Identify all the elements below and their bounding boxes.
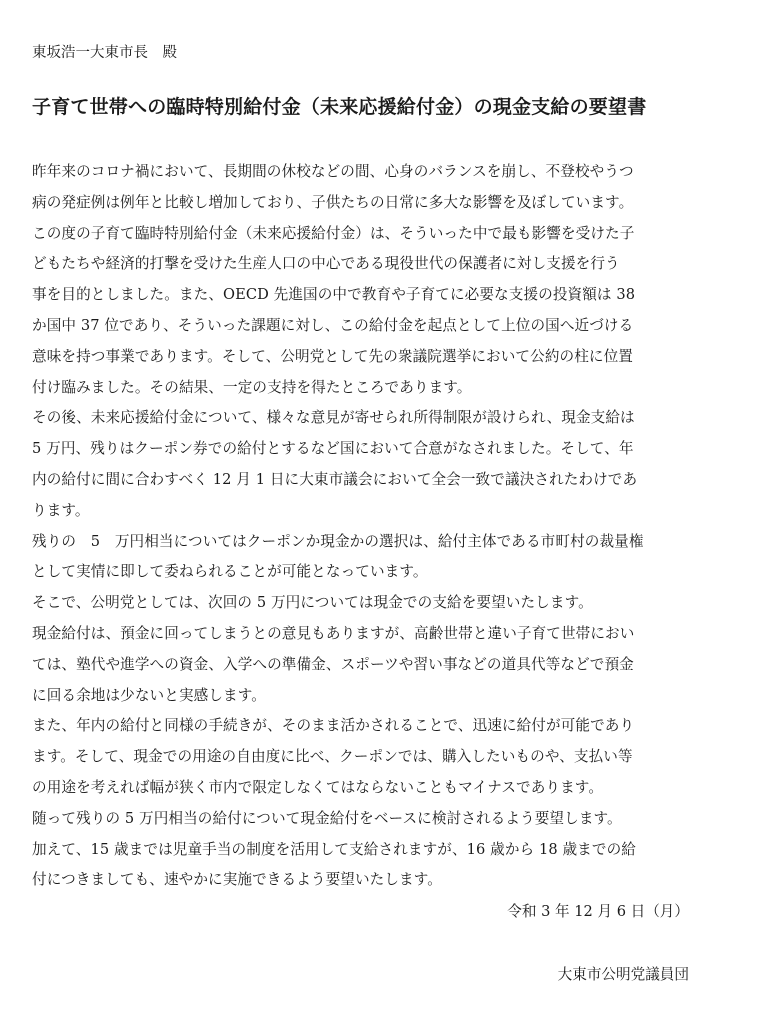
body-line: 内の給付に間に合わすべく 12 月 1 日に大東市議会において全会一致で議決されたわけであ xyxy=(32,470,638,488)
body-line: ります。 xyxy=(32,501,90,519)
body-line: その後、未来応援給付金について、様々な意見が寄せられ所得制限が設けられ、現金支給は xyxy=(32,409,635,427)
body-line: どもたちや経済的打撃を受けた生産人口の中心である現役世代の保護者に対し支援を行う xyxy=(32,255,620,273)
body-line: 病の発症例は例年と比較し増加しており、子供たちの日常に多大な影響を及ぼしています。 xyxy=(32,193,634,211)
body-line: そこで、公明党としては、次回の 5 万円については現金での支給を要望いたします。 xyxy=(32,594,593,612)
document-date: 令和 3 年 12 月 6 日（月） xyxy=(507,903,689,920)
body-line: 5 万円、残りはクーポン券での給付とするなど国において合意がなされました。そして、年 xyxy=(32,440,634,458)
body-line: 付け臨みました。その結果、一定の支持を得たところであります。 xyxy=(32,378,472,396)
body-line: として実情に即して委ねられることが可能となっています。 xyxy=(32,563,428,581)
body-line: 付につきましても、速やかに実施できるよう要望いたします。 xyxy=(32,871,442,889)
body-line: に回る余地は少ないと実感します。 xyxy=(32,686,266,704)
body-line: また、年内の給付と同様の手続きが、そのまま活かされることで、迅速に給付が可能であり xyxy=(32,717,635,735)
body-line: ます。そして、現金での用途の自由度に比べ、クーポンでは、購入したいものや、支払い等 xyxy=(32,748,633,766)
body-line: か国中 37 位であり、そういった課題に対し、この給付金を起点として上位の国へ近づける xyxy=(32,316,634,334)
addressee-line: 東坂浩一大東市長 殿 xyxy=(32,45,177,61)
body-line: の用途を考えれば幅が狭く市内で限定しなくてはならないこともマイナスであります。 xyxy=(32,778,604,796)
document-title: 子育て世帯への臨時特別給付金（未来応援給付金）の現金支給の要望書 xyxy=(32,96,647,118)
body-line: 現金給付は、預金に回ってしまうとの意見もありますが、高齢世帯と違い子育て世帯におい xyxy=(32,624,635,642)
document-body xyxy=(32,157,728,896)
body-line: 残りの 5 万円相当についてはクーポンか現金かの選択は、給付主体である市町村の裁量権 xyxy=(32,532,644,550)
body-line: 加えて、15 歳までは児童手当の制度を活用して支給されますが、16 歳から 18 歳までの給 xyxy=(32,840,636,858)
body-line: 事を目的としました。また、OECD 先進国の中で教育や子育てに必要な支援の投資額は 38 xyxy=(32,286,636,304)
body-line: 昨年来のコロナ禍において、長期間の休校などの間、心身のバランスを崩し、不登校やうつ xyxy=(32,163,634,180)
body-line: 意味を持つ事業であります。そして、公明党として先の衆議院選挙において公約の柱に位置 xyxy=(32,347,633,365)
body-line: 随って残りの 5 万円相当の給付について現金給付をベースに検討されるよう要望します。 xyxy=(32,809,622,827)
body-line: この度の子育て臨時特別給付金（未来応援給付金）は、そういった中で最も影響を受けた子 xyxy=(32,224,635,242)
sender-name: 大東市公明党議員団 xyxy=(557,966,689,983)
body-line: ては、塾代や進学への資金、入学への準備金、スポーツや習い事などの道具代等などで預金 xyxy=(32,655,634,673)
